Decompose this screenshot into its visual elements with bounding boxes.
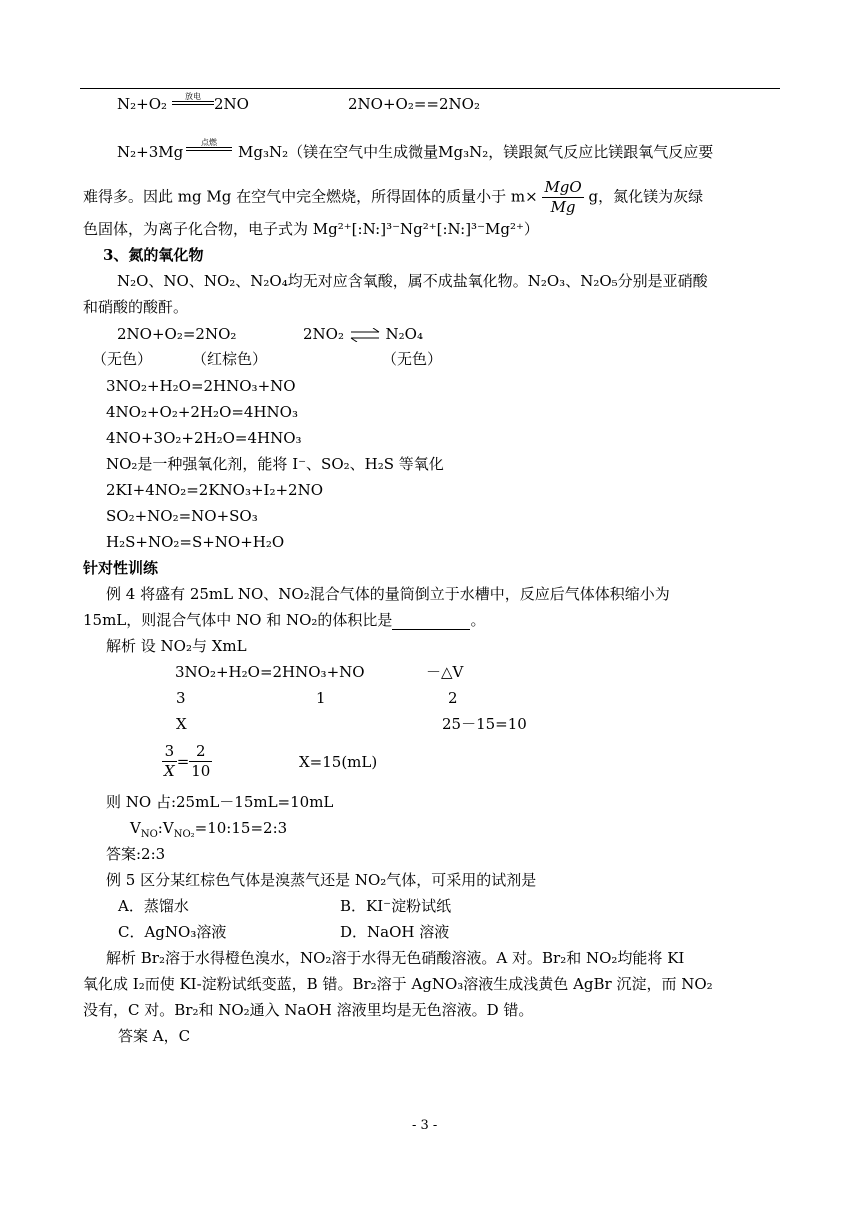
ex4-coef: 2 bbox=[448, 689, 458, 707]
ex5-option-c: C．AgNO₃溶液 bbox=[118, 923, 227, 941]
eq-line: NO₂是一种强氧化剂，能将 I⁻、SO₂、H₂S 等氧化 bbox=[106, 455, 444, 473]
mg-text-line1: Mg₃N₂（镁在空气中生成微量Mg₃N₂，镁跟氮气反应比镁跟氧气反应要 bbox=[238, 143, 714, 161]
ex4-solution: 解析 设 NO₂与 XmL bbox=[106, 637, 247, 655]
ex5-answer: 答案 A，C bbox=[118, 1027, 191, 1045]
reaction-n2-o2: N₂+O₂ bbox=[117, 95, 168, 113]
eq-line: H₂S+NO₂=S+NO+H₂O bbox=[106, 533, 285, 551]
ex5-option-a: A．蒸馏水 bbox=[118, 897, 189, 915]
mg-text-line2: 难得多。因此 mg Mg 在空气中完全燃烧，所得固体的质量小于 m× $\frac{\text{MgO}}{Mg}$ g，氮化镁为灰绿 bbox=[83, 178, 704, 216]
color-colorless-2: （无色） bbox=[382, 350, 443, 368]
ex4-question-line1: 例 4 将盛有 25mL NO、NO₂混合气体的量筒倒立于水槽中，反应后气体体积缩小为 bbox=[106, 585, 670, 603]
oxides-para-line1: N₂O、NO、NO₂、N₂O₄均无对应含氧酸，属不成盐氧化物。N₂O₃、N₂O₅分别是亚硝酸 bbox=[117, 272, 708, 290]
color-reddish-brown: （红棕色） bbox=[192, 350, 268, 368]
ex4-coef: 3 bbox=[176, 689, 186, 707]
mg-text-line3: 色固体，为离子化合物，电子式为 Mg²⁺[:N:]³⁻Ng²⁺[:N:]³⁻Mg²⁺） bbox=[83, 220, 539, 238]
ex4-answer: 答案:2:3 bbox=[106, 845, 166, 863]
reaction-n2-mg: N₂+3Mg bbox=[117, 143, 184, 161]
ex5-option-b: B．KI⁻淀粉试纸 bbox=[340, 897, 452, 915]
page-number: - 3 - bbox=[412, 1118, 438, 1133]
ex5-solution-line2: 氧化成 I₂而使 KI-淀粉试纸变蓝，B 错。Br₂溶于 AgNO₃溶液生成浅黄色 AgBr 沉淀，而 NO₂ bbox=[83, 975, 713, 993]
ex4-no-volume: 则 NO 占:25mL－15mL=10mL bbox=[106, 793, 334, 811]
color-colorless-1: （无色） bbox=[92, 350, 153, 368]
ex4-ratio: $V_{NO}:V_{NO_2}=10:15=2:3$ bbox=[130, 819, 288, 840]
ex5-solution-line3: 没有，C 对。Br₂和 NO₂通入 NaOH 溶液里均是无色溶液。D 错。 bbox=[83, 1001, 534, 1019]
condition-ignite: 点燃 bbox=[186, 138, 232, 151]
eq-line: SO₂+NO₂=NO+SO₃ bbox=[106, 507, 258, 525]
ex4-proportion: $\frac{3}{X}$ = $\frac{2}{10}$ bbox=[164, 742, 211, 780]
ex4-question-line2: 15mL，则混合气体中 NO 和 NO₂的体积比是 。 bbox=[83, 611, 486, 629]
oxides-para-line2: 和硝酸的酸酐。 bbox=[83, 298, 189, 316]
reaction-no-o2: 2NO+O₂==2NO₂ bbox=[348, 95, 480, 113]
fraction-2-10: $\frac{2}{10}$ bbox=[191, 742, 211, 780]
ex5-solution-line1: 解析 Br₂溶于水得橙色溴水，NO₂溶于水得无色硝酸溶液。A 对。Br₂和 NO₂均能将 KI bbox=[106, 949, 685, 967]
training-title: 针对性训练 bbox=[83, 559, 159, 577]
header-rule bbox=[80, 88, 780, 89]
ex4-equation: 3NO₂+H₂O=2HNO₃+NO bbox=[175, 663, 365, 681]
ex5-option-d: D．NaOH 溶液 bbox=[340, 923, 450, 941]
ex4-x-value: X=15(mL) bbox=[299, 753, 378, 771]
eq-line: 4NO+3O₂+2H₂O=4HNO₃ bbox=[106, 429, 302, 447]
ex4-x: X bbox=[176, 715, 187, 733]
ex4-dv-value: 25－15=10 bbox=[442, 715, 527, 733]
eq-line: 3NO₂+H₂O=2HNO₃+NO bbox=[106, 377, 296, 395]
answer-blank bbox=[392, 614, 470, 630]
fraction-3-x: $\frac{3}{X}$ bbox=[164, 742, 175, 780]
eq-line: 2KI+4NO₂=2KNO₃+I₂+2NO bbox=[106, 481, 324, 499]
ex5-question: 例 5 区分某红棕色气体是溴蒸气还是 NO₂气体，可采用的试剂是 bbox=[106, 871, 537, 889]
ex4-coef: 1 bbox=[316, 689, 326, 707]
fraction-mgo-mg: $\frac{\text{MgO}}{Mg}$ bbox=[544, 178, 582, 216]
eq-line: 4NO₂+O₂+2H₂O=4HNO₃ bbox=[106, 403, 298, 421]
condition-discharge: 放电 bbox=[172, 92, 214, 105]
ex4-delta-v: －△V bbox=[426, 663, 464, 681]
section-3-title: 3、氮的氧化物 bbox=[103, 246, 204, 264]
eq-no-o2: 2NO+O₂=2NO₂ bbox=[117, 325, 237, 343]
equilibrium-arrow-icon bbox=[349, 328, 381, 342]
eq-no2-n2o4: 2NO₂ N₂O₄ bbox=[303, 325, 423, 343]
reaction-n2-o2-product: 2NO bbox=[214, 95, 249, 113]
